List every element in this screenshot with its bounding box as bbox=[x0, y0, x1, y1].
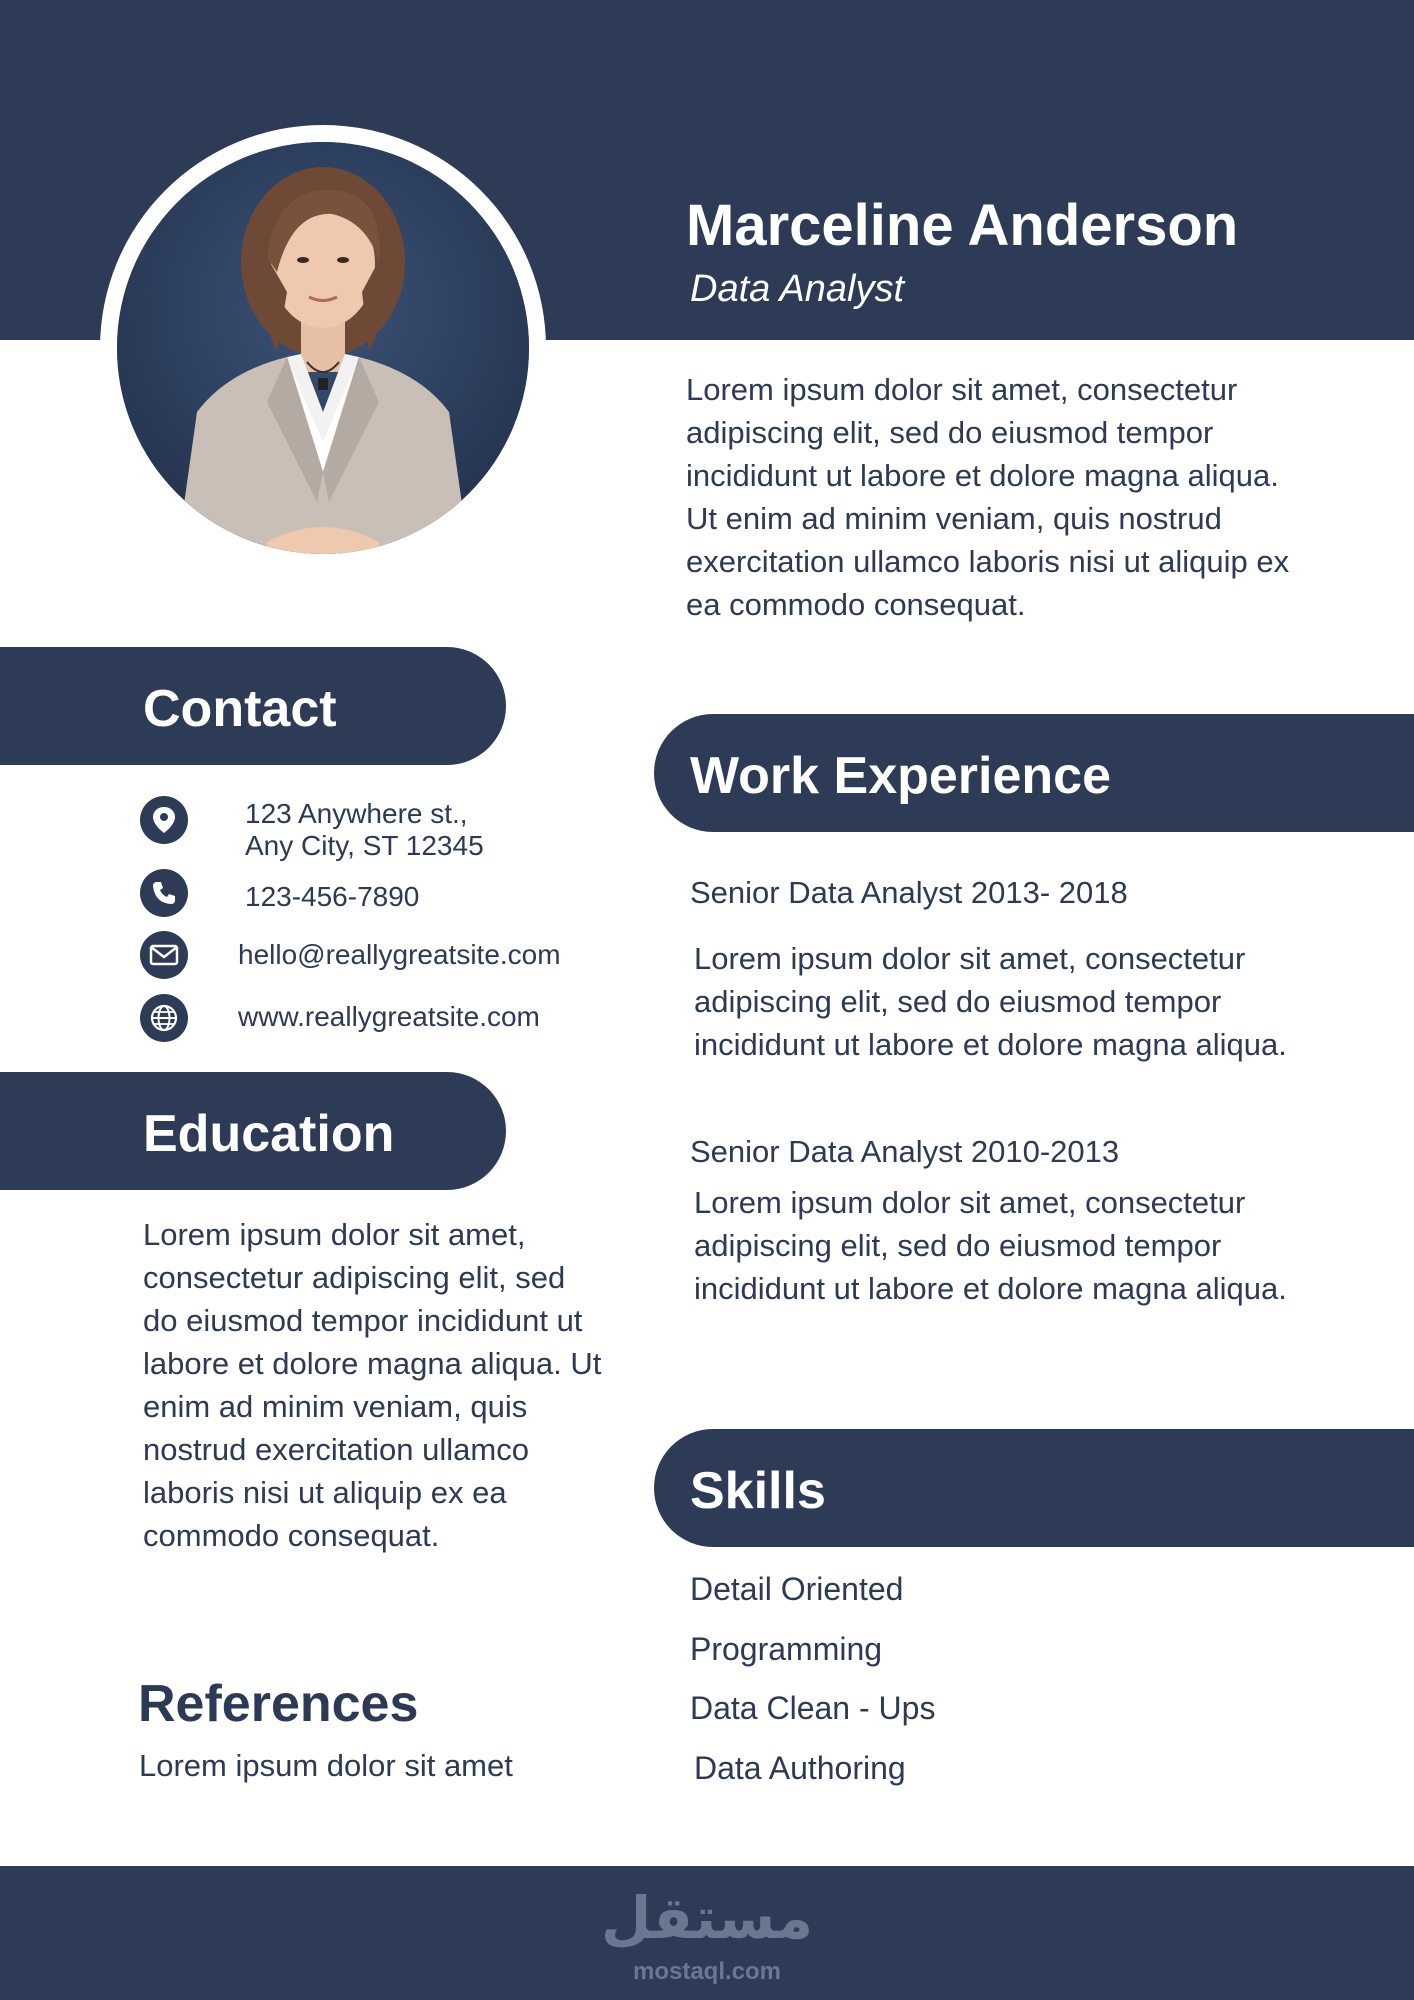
skill-item: Data Authoring bbox=[694, 1750, 906, 1786]
phone-number: 123-456-7890 bbox=[245, 881, 420, 912]
profile-summary: Lorem ipsum dolor sit amet, consectetur adipiscing elit, sed do eiusmod tempor incididunt ut labore et dolore magna aliqua. Ut enim ad minim veniam, quis nostrud exercitation ullamco laboris nisi ut aliquip ex ea commodo consequat. bbox=[686, 372, 1290, 622]
location-icon bbox=[140, 796, 188, 844]
email-address: hello@reallygreatsite.com bbox=[238, 939, 561, 970]
job-description: Lorem ipsum dolor sit amet, consectetur adipiscing elit, sed do eiusmod tempor incididunt ut labore et dolore magna aliqua. bbox=[694, 941, 1287, 1062]
address-line-2: Any City, ST 12345 bbox=[245, 830, 484, 861]
job-title: Senior Data Analyst 2010-2013 bbox=[690, 1134, 1120, 1169]
work-experience-title: Work Experience bbox=[690, 747, 1112, 805]
job-description: Lorem ipsum dolor sit amet, consectetur adipiscing elit, sed do eiusmod tempor incididunt ut labore et dolore magna aliqua. bbox=[694, 1185, 1287, 1306]
address-line-1: 123 Anywhere st., bbox=[245, 798, 468, 829]
phone-icon bbox=[140, 869, 188, 917]
education-title: Education bbox=[143, 1105, 395, 1163]
skill-item: Detail Oriented bbox=[690, 1571, 904, 1607]
globe-icon bbox=[140, 994, 188, 1042]
watermark-logo: مستقل bbox=[600, 1886, 814, 1951]
skill-item: Programming bbox=[690, 1631, 883, 1667]
education-header bbox=[0, 1072, 506, 1190]
skill-item: Data Clean - Ups bbox=[690, 1690, 936, 1726]
skills-header bbox=[654, 1429, 1414, 1547]
profile-photo bbox=[117, 142, 529, 554]
skills-title: Skills bbox=[690, 1462, 826, 1520]
education-text: Lorem ipsum dolor sit amet, consectetur adipiscing elit, sed do eiusmod tempor incididunt ut labore et dolore magna aliqua. Ut enim ad minim veniam, quis nostrud exercitation ullamco laboris nisi ut aliquip ex ea commodo consequat. bbox=[143, 1217, 602, 1553]
person-name: Marceline Anderson bbox=[686, 193, 1239, 258]
website-url: www.reallygreatsite.com bbox=[238, 1001, 540, 1032]
mail-icon bbox=[140, 931, 188, 979]
watermark-url: mostaql.com bbox=[632, 1958, 782, 1985]
job-role: Data Analyst bbox=[690, 268, 905, 310]
contact-header bbox=[0, 647, 506, 765]
job-title: Senior Data Analyst 2013- 2018 bbox=[690, 875, 1128, 910]
person-portrait-icon bbox=[117, 142, 529, 554]
contact-title: Contact bbox=[143, 680, 337, 738]
references-title: References bbox=[138, 1675, 419, 1733]
work-experience-header bbox=[654, 714, 1414, 832]
references-text: Lorem ipsum dolor sit amet bbox=[139, 1748, 513, 1783]
